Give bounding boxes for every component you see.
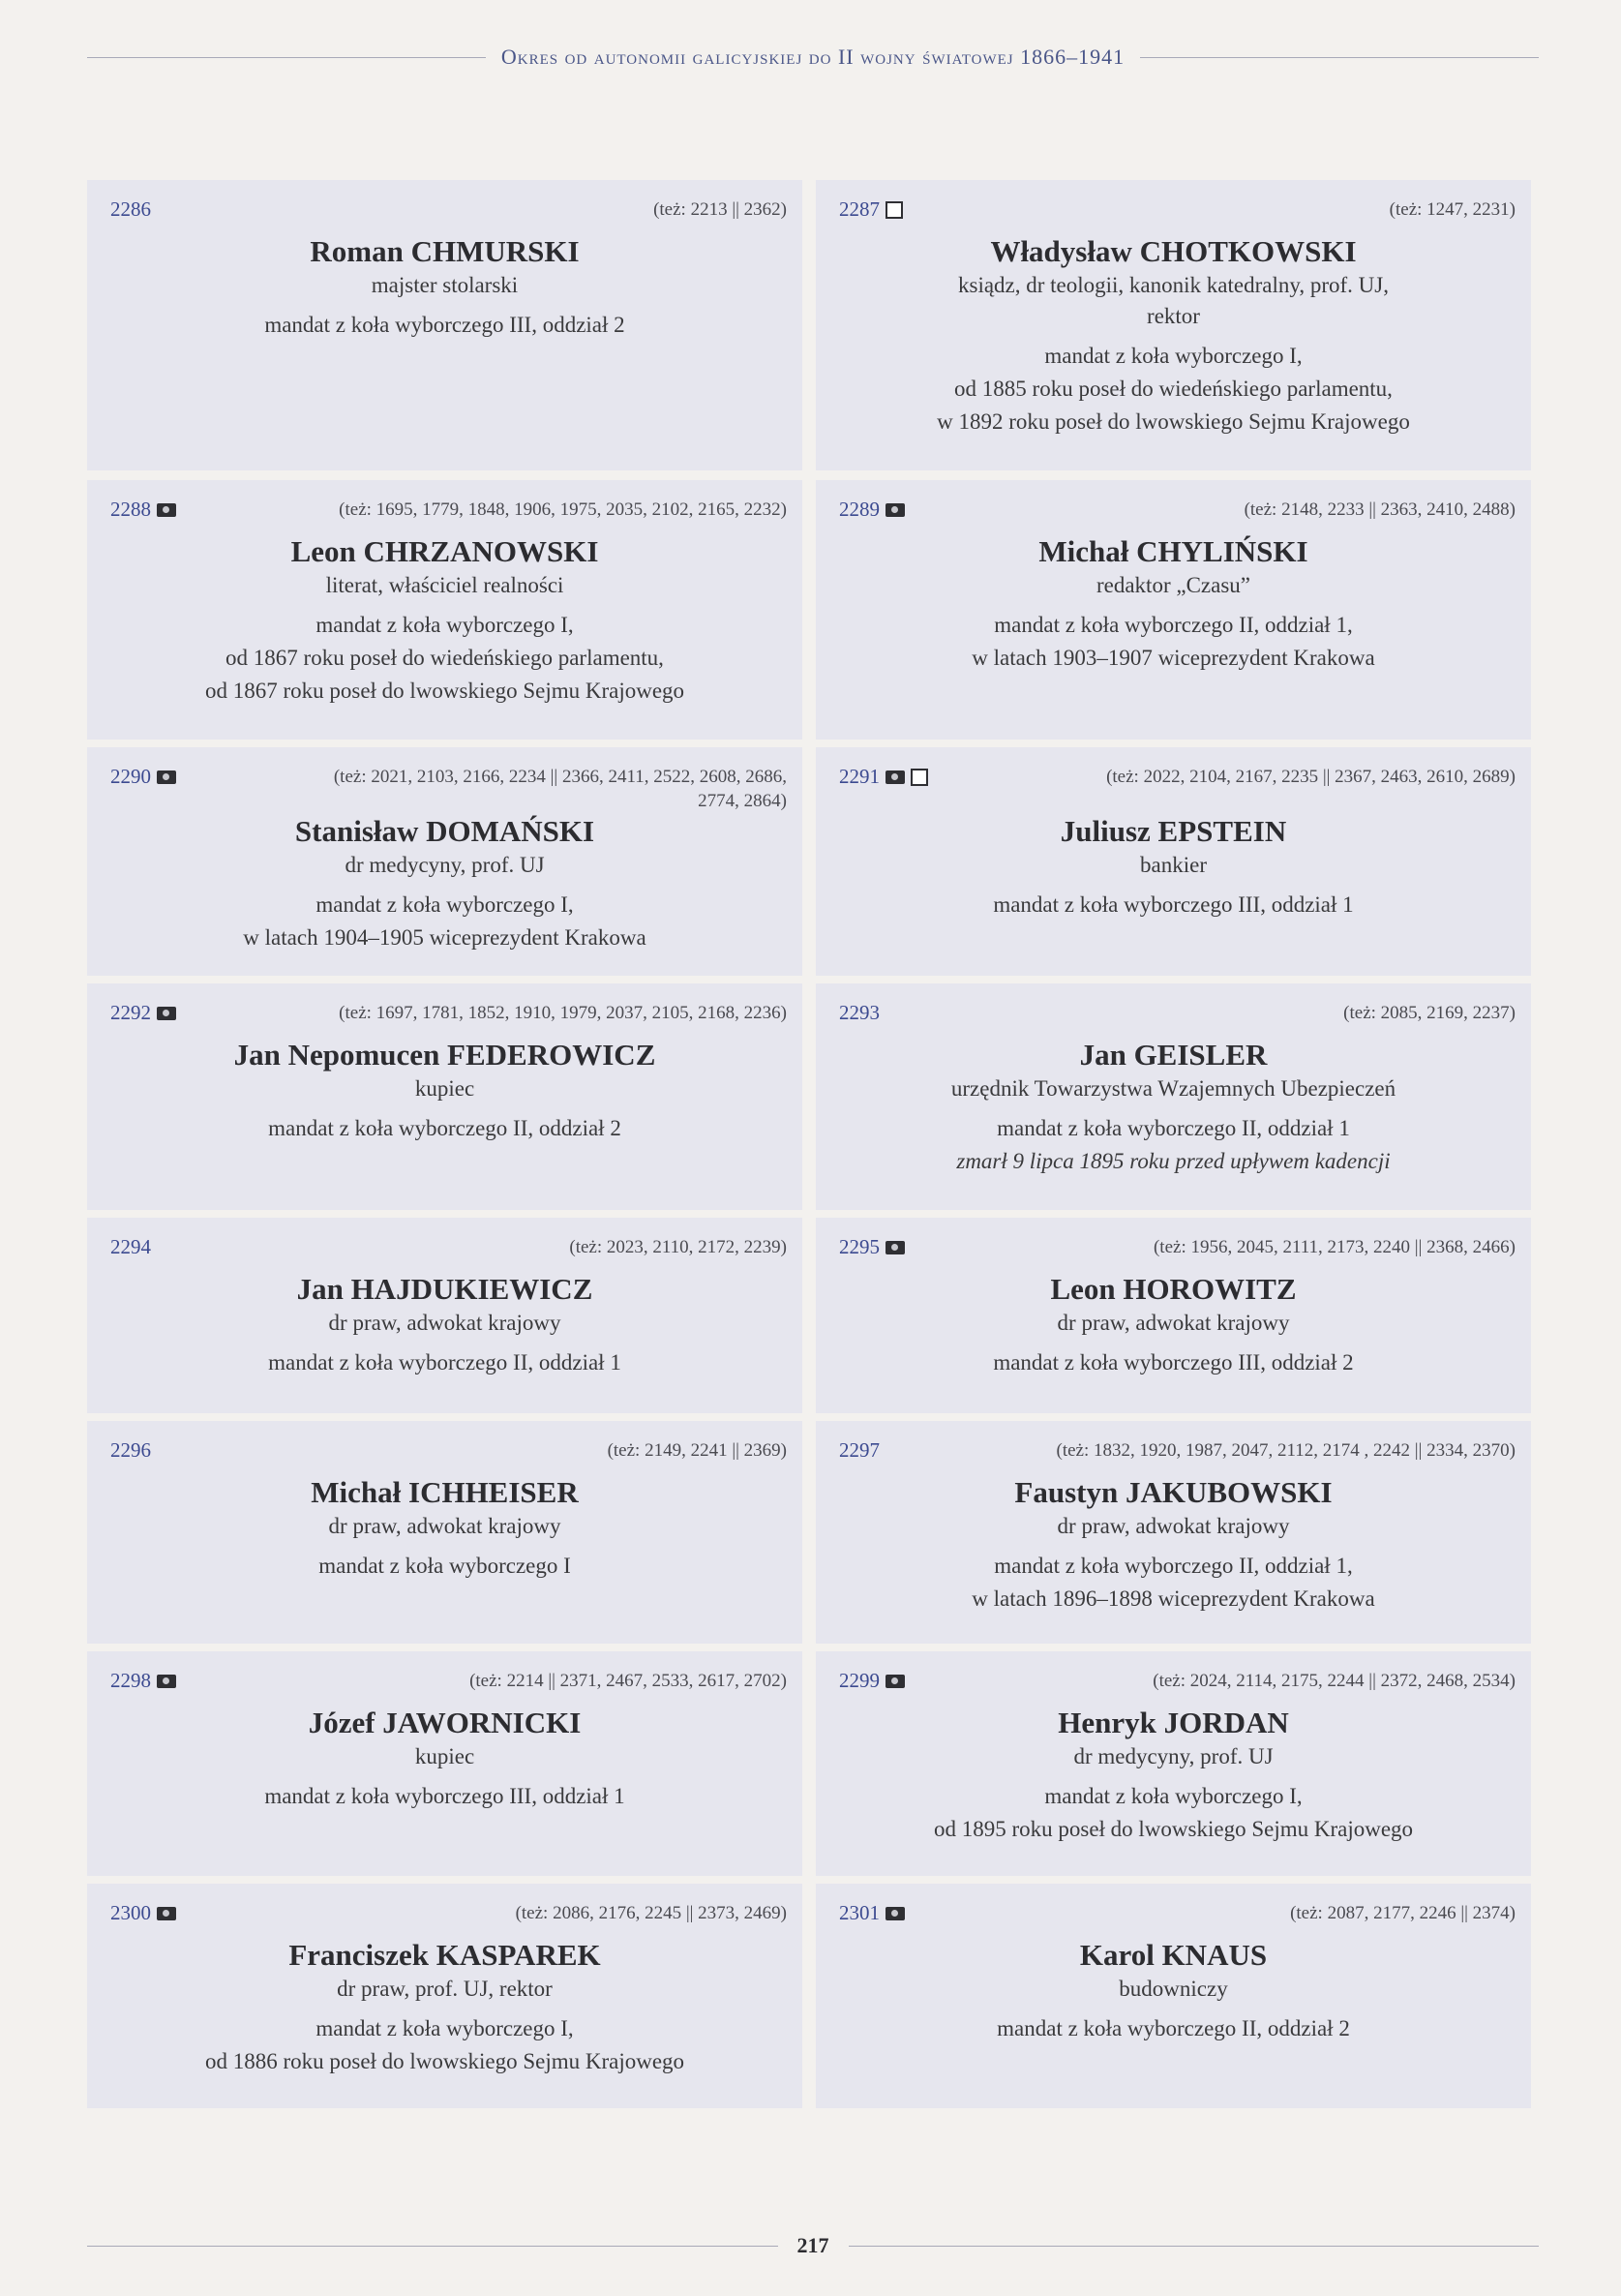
entry-mandate-line: mandat z koła wyborczego III, oddział 1 [264, 1784, 625, 1808]
entry-role: dr praw, prof. UJ, rektor [337, 1977, 553, 2001]
page-number: 217 [796, 2233, 829, 2257]
entry-body [87, 1037, 802, 1145]
entry-name: Roman CHMURSKI [310, 234, 580, 268]
entry-number-text: 2296 [110, 1438, 151, 1462]
entry-role: dr medycyny, prof. UJ [345, 853, 545, 877]
entry-number-text: 2290 [110, 765, 151, 788]
entry-role: majster stolarski [371, 273, 519, 297]
entry-mandate-line: mandat z koła wyborczego III, oddział 2 [264, 313, 625, 337]
entry-body [816, 1937, 1531, 2045]
entry-body [816, 1037, 1531, 1178]
entry-refs: (też: 1697, 1781, 1852, 1910, 1979, 2037, 2105, 2168, 2236) [339, 1003, 787, 1023]
entry-number-text: 2289 [839, 498, 880, 521]
footer-rule-right [849, 2246, 1540, 2247]
square-icon [911, 769, 928, 786]
entry-number-text: 2295 [839, 1235, 880, 1258]
camera-icon [886, 503, 905, 517]
entry-card [816, 480, 1531, 740]
entry-name: Franciszek KASPAREK [288, 1938, 601, 1972]
entry-mandate-line: w 1892 roku poseł do lwowskiego Sejmu Krajowego [937, 409, 1410, 434]
entry-mandate-line: w latach 1896–1898 wiceprezydent Krakowa [972, 1586, 1375, 1611]
entry-number-text: 2286 [110, 197, 151, 221]
entry-name: Jan Nepomucen FEDEROWICZ [233, 1038, 656, 1072]
entry-number-text: 2299 [839, 1669, 880, 1692]
entry-mandate-line: mandat z koła wyborczego I, [1044, 344, 1303, 368]
entry-card [816, 747, 1531, 976]
entry-mandate-line: od 1867 roku poseł do wiedeńskiego parlamentu, [225, 646, 664, 670]
entry-number [110, 1669, 176, 1693]
entry-role: urzędnik Towarzystwa Wzajemnych Ubezpieczeń [950, 1076, 1396, 1101]
entry-number [839, 1235, 905, 1259]
entry-number-text: 2292 [110, 1001, 151, 1024]
entry-body [87, 233, 802, 342]
entry-mandate-line: mandat z koła wyborczego II, oddział 1, [994, 1554, 1353, 1578]
entry-number [110, 1235, 151, 1259]
entry-mandate-line: w latach 1904–1905 wiceprezydent Krakowa [243, 925, 646, 950]
entry-role: kupiec [414, 1744, 475, 1768]
entry-refs: (też: 2022, 2104, 2167, 2235 || 2367, 2463, 2610, 2689) [1106, 767, 1516, 787]
header-title: Okres od autonomii galicyjskiej do II wojny światowej 1866–1941 [500, 45, 1126, 69]
entry-body [816, 233, 1531, 438]
entry-refs: (też: 2021, 2103, 2166, 2234 || 2366, 2411, 2522, 2608, 2686, 2774, 2864) [333, 767, 787, 811]
entry-refs: (też: 2148, 2233 || 2363, 2410, 2488) [1244, 499, 1516, 520]
entry-name: Józef JAWORNICKI [308, 1706, 582, 1739]
camera-icon [886, 770, 905, 784]
entry-number-text: 2294 [110, 1235, 151, 1258]
camera-icon [157, 503, 176, 517]
entry-refs: (też: 1956, 2045, 2111, 2173, 2240 || 2368, 2466) [1153, 1237, 1516, 1257]
entry-number [839, 765, 928, 789]
entry-number [839, 498, 905, 522]
entry-role: redaktor „Czasu” [1096, 573, 1250, 597]
entry-number-text: 2301 [839, 1901, 880, 1924]
entry-number-text: 2288 [110, 498, 151, 521]
entry-card [87, 1421, 802, 1644]
entry-mandate-line: od 1867 roku poseł do lwowskiego Sejmu Krajowego [204, 679, 685, 703]
entry-number [839, 1001, 880, 1025]
header-rule-right [1140, 57, 1539, 58]
entry-role: dr medycyny, prof. UJ [1073, 1744, 1274, 1768]
entry-mandate-line: mandat z koła wyborczego II, oddział 1 [268, 1350, 621, 1375]
entry-role: ksiądz, dr teologii, kanonik katedralny, prof. UJ, rektor [958, 273, 1389, 328]
entry-body [816, 1271, 1531, 1379]
entry-name: Jan GEISLER [1079, 1038, 1268, 1072]
entry-name: Michał CHYLIŃSKI [1038, 534, 1308, 568]
entry-name: Jan HAJDUKIEWICZ [296, 1272, 593, 1306]
entry-mandate-line: od 1886 roku poseł do lwowskiego Sejmu Krajowego [204, 2049, 685, 2073]
entry-mandate-line: mandat z koła wyborczego III, oddział 2 [993, 1350, 1354, 1375]
header-rule-left [87, 57, 486, 58]
entry-mandate-line: mandat z koła wyborczego II, oddział 1, [994, 613, 1353, 637]
entry-note: zmarł 9 lipca 1895 roku przed upływem kadencji [956, 1149, 1391, 1173]
entry-mandate-line: od 1885 roku poseł do wiedeńskiego parlamentu, [954, 377, 1393, 401]
entry-card [816, 1421, 1531, 1644]
entry-name: Leon CHRZANOWSKI [290, 534, 599, 568]
entry-number [839, 197, 903, 222]
entry-card [87, 1651, 802, 1876]
entry-refs: (też: 2085, 2169, 2237) [1343, 1003, 1516, 1023]
entry-body [87, 813, 802, 954]
entry-mandate-line: mandat z koła wyborczego I, [315, 613, 574, 637]
entry-number-text: 2298 [110, 1669, 151, 1692]
entry-refs: (też: 2086, 2176, 2245 || 2373, 2469) [515, 1903, 787, 1923]
entry-card [87, 983, 802, 1210]
entry-mandate-line: mandat z koła wyborczego II, oddział 2 [268, 1116, 621, 1140]
square-icon [886, 201, 903, 219]
camera-icon [157, 1007, 176, 1020]
entry-body [816, 533, 1531, 675]
entry-mandate-line: mandat z koła wyborczego I [318, 1554, 571, 1578]
entry-name: Stanisław DOMAŃSKI [294, 814, 595, 848]
entry-number [110, 1901, 176, 1925]
entry-card [816, 983, 1531, 1210]
entry-name: Juliusz EPSTEIN [1060, 814, 1287, 848]
entry-number-text: 2300 [110, 1901, 151, 1924]
entry-number-text: 2293 [839, 1001, 880, 1024]
entry-role: kupiec [414, 1076, 475, 1101]
entry-number-text: 2297 [839, 1438, 880, 1462]
entry-card [816, 1651, 1531, 1876]
entry-number [110, 197, 151, 222]
entry-name: Faustyn JAKUBOWSKI [1014, 1475, 1333, 1509]
entry-number [110, 1001, 176, 1025]
entry-refs: (też: 2213 || 2362) [653, 199, 787, 220]
camera-icon [157, 1907, 176, 1920]
entry-card [87, 180, 802, 470]
entry-number [839, 1669, 905, 1693]
entry-name: Karol KNAUS [1079, 1938, 1268, 1972]
camera-icon [886, 1675, 905, 1688]
entry-number [110, 498, 176, 522]
entry-body [87, 1271, 802, 1379]
entry-number [110, 1438, 151, 1463]
entry-body [87, 1937, 802, 2078]
camera-icon [886, 1241, 905, 1254]
entry-number-text: 2287 [839, 197, 880, 221]
entry-role: dr praw, adwokat krajowy [1057, 1311, 1290, 1335]
page-header [87, 41, 1539, 74]
entry-card [87, 1218, 802, 1413]
entry-card [87, 747, 802, 976]
entry-role: dr praw, adwokat krajowy [328, 1514, 561, 1538]
entry-mandate-line: mandat z koła wyborczego III, oddział 1 [993, 892, 1354, 917]
entry-role: literat, właściciel realności [325, 573, 564, 597]
entry-mandate-line: mandat z koła wyborczego II, oddział 2 [997, 2016, 1350, 2040]
entry-number [839, 1901, 905, 1925]
entry-body [816, 813, 1531, 921]
entry-role: bankier [1140, 853, 1207, 877]
entry-refs: (też: 2023, 2110, 2172, 2239) [569, 1237, 787, 1257]
entry-name: Leon HOROWITZ [1050, 1272, 1297, 1306]
entry-mandate-line: od 1895 roku poseł do lwowskiego Sejmu Krajowego [933, 1817, 1414, 1841]
entry-number-text: 2291 [839, 765, 880, 788]
entry-refs: (też: 2024, 2114, 2175, 2244 || 2372, 2468, 2534) [1153, 1671, 1516, 1691]
entry-mandate-line: mandat z koła wyborczego I, [1044, 1784, 1303, 1808]
entry-refs: (też: 2214 || 2371, 2467, 2533, 2617, 2702) [469, 1671, 787, 1691]
entry-mandate-line: mandat z koła wyborczego I, [315, 2016, 574, 2040]
entry-body [816, 1474, 1531, 1616]
entry-name: Władysław CHOTKOWSKI [990, 234, 1357, 268]
entry-refs: (też: 1247, 2231) [1389, 199, 1516, 220]
entry-card [816, 180, 1531, 470]
entry-body [87, 1474, 802, 1583]
entry-card [87, 480, 802, 740]
entry-number [839, 1438, 880, 1463]
entry-card [816, 1884, 1531, 2108]
entry-card [816, 1218, 1531, 1413]
entry-refs: (też: 1695, 1779, 1848, 1906, 1975, 2035, 2102, 2165, 2232) [339, 499, 787, 520]
camera-icon [157, 1675, 176, 1688]
entry-mandate-line: mandat z koła wyborczego II, oddział 1 [997, 1116, 1350, 1140]
footer-rule-left [87, 2246, 778, 2247]
entry-role: dr praw, adwokat krajowy [1057, 1514, 1290, 1538]
entry-body [816, 1705, 1531, 1846]
entry-body [87, 1705, 802, 1813]
entry-refs: (też: 1832, 1920, 1987, 2047, 2112, 2174 , 2242 || 2334, 2370) [1056, 1440, 1516, 1461]
entry-body [87, 533, 802, 708]
camera-icon [157, 770, 176, 784]
entry-role: budowniczy [1119, 1977, 1228, 2001]
entry-name: Michał ICHHEISER [311, 1475, 579, 1509]
entry-card [87, 1884, 802, 2108]
entry-number [110, 765, 176, 789]
camera-icon [886, 1907, 905, 1920]
entry-mandate-line: mandat z koła wyborczego I, [315, 892, 574, 917]
entry-mandate-line: w latach 1903–1907 wiceprezydent Krakowa [972, 646, 1375, 670]
page-footer [87, 2231, 1539, 2260]
entry-name: Henryk JORDAN [1058, 1706, 1289, 1739]
entry-refs: (też: 2087, 2177, 2246 || 2374) [1290, 1903, 1516, 1923]
entry-refs: (też: 2149, 2241 || 2369) [607, 1440, 787, 1461]
entry-role: dr praw, adwokat krajowy [328, 1311, 561, 1335]
